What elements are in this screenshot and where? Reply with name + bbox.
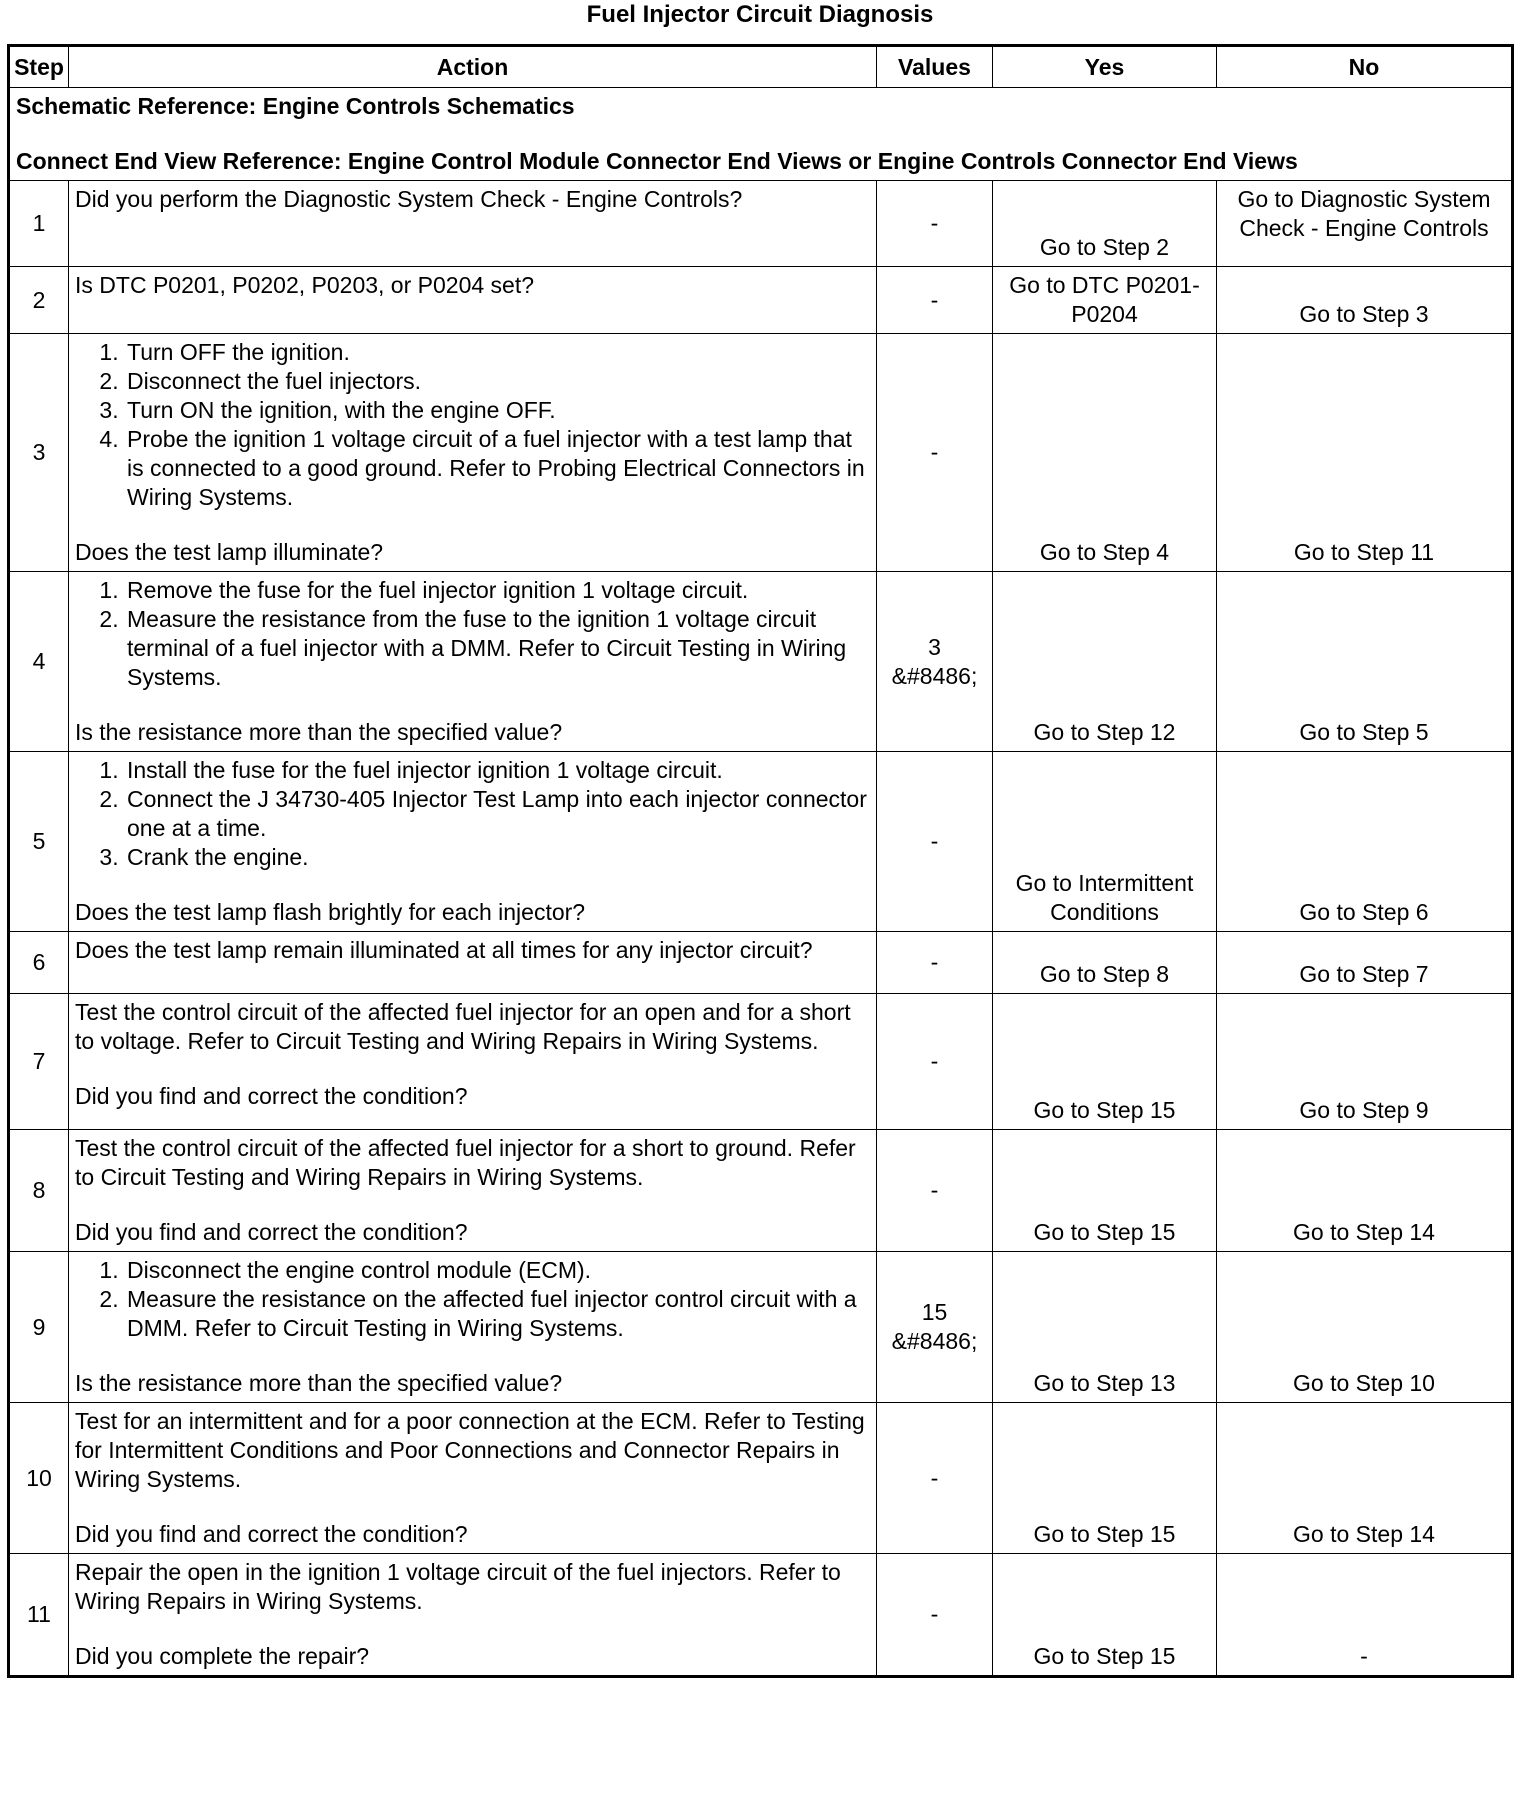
- action-text: Test for an intermittent and for a poor connection at the ECM. Refer to Testing for Intermittent Conditions and Poor Connections and Connector Repairs in Wiring Systems.: [75, 1408, 865, 1492]
- table-row: [9, 752, 1513, 932]
- no-cell: Go to Step 5: [1217, 572, 1513, 752]
- action-step-item: 1. Disconnect the engine control module (ECM).: [125, 1256, 870, 1285]
- step-number: 11: [9, 1554, 69, 1677]
- no-cell: Go to Step 10: [1217, 1252, 1513, 1403]
- no-cell: Go to Step 3: [1217, 267, 1513, 334]
- value-cell: -: [877, 1554, 993, 1677]
- table-row: [9, 1252, 1513, 1403]
- yes-cell: Go to Step 4: [993, 334, 1217, 572]
- table-row: [9, 1130, 1513, 1252]
- yes-cell: Go to Step 8: [993, 932, 1217, 994]
- action-step-item: 3. Turn ON the ignition, with the engine OFF.: [125, 396, 870, 425]
- action-step-item: 2. Disconnect the fuel injectors.: [125, 367, 870, 396]
- value-cell: 15 &#8486;: [877, 1252, 993, 1403]
- no-header: No: [1217, 46, 1513, 88]
- no-cell: Go to Step 7: [1217, 932, 1513, 994]
- action-question: Is the resistance more than the specified value?: [75, 719, 563, 745]
- action-question: Did you find and correct the condition?: [75, 1521, 468, 1547]
- step-number: 4: [9, 572, 69, 752]
- value-cell: -: [877, 267, 993, 334]
- value-cell: -: [877, 1403, 993, 1554]
- action-question: Did you complete the repair?: [75, 1643, 370, 1669]
- action-step-item: 2. Measure the resistance from the fuse to the ignition 1 voltage circuit terminal of a fuel injector with a DMM. Refer to Circuit Testing in Wiring Systems.: [125, 605, 870, 692]
- yes-cell: Go to Step 15: [993, 1403, 1217, 1554]
- action-cell: [69, 1130, 877, 1252]
- step-number: 3: [9, 334, 69, 572]
- yes-cell: Go to Step 15: [993, 1554, 1217, 1677]
- yes-cell: Go to DTC P0201-P0204: [993, 267, 1217, 334]
- step-number: 1: [9, 181, 69, 267]
- action-question: Does the test lamp flash brightly for each injector?: [75, 899, 586, 925]
- yes-header: Yes: [993, 46, 1217, 88]
- no-cell: Go to Step 6: [1217, 752, 1513, 932]
- step-number: 5: [9, 752, 69, 932]
- no-cell: Go to Step 11: [1217, 334, 1513, 572]
- step-number: 8: [9, 1130, 69, 1252]
- action-cell: [69, 1554, 877, 1677]
- no-cell: Go to Step 9: [1217, 994, 1513, 1130]
- no-cell: Go to Step 14: [1217, 1130, 1513, 1252]
- action-step-item: 2. Measure the resistance on the affected fuel injector control circuit with a DMM. Refer to Circuit Testing in Wiring Systems.: [125, 1285, 870, 1343]
- step-header: Step: [9, 46, 69, 88]
- action-question: Does the test lamp illuminate?: [75, 539, 384, 565]
- diagnosis-table: [7, 44, 1514, 1678]
- values-header: Values: [877, 46, 993, 88]
- value-cell: -: [877, 334, 993, 572]
- step-number: 2: [9, 267, 69, 334]
- action-cell: [69, 334, 877, 572]
- action-question: Does the test lamp remain illuminated at all times for any injector circuit?: [75, 937, 813, 963]
- value-cell: -: [877, 1130, 993, 1252]
- yes-cell: Go to Step 15: [993, 1130, 1217, 1252]
- action-question: Did you find and correct the condition?: [75, 1219, 468, 1245]
- action-step-item: 2. Connect the J 34730-405 Injector Test Lamp into each injector connector one at a time.: [125, 785, 870, 843]
- table-row: [9, 932, 1513, 994]
- action-steps-list: [75, 338, 870, 512]
- table-row: [9, 1403, 1513, 1554]
- value-cell: 3 &#8486;: [877, 572, 993, 752]
- value-cell: -: [877, 752, 993, 932]
- action-text: Repair the open in the ignition 1 voltage circuit of the fuel injectors. Refer to Wiring Repairs in Wiring Systems.: [75, 1559, 841, 1614]
- no-cell: Go to Diagnostic System Check - Engine Controls: [1217, 181, 1513, 267]
- reference-row: [9, 88, 1513, 181]
- action-question: Did you perform the Diagnostic System Check - Engine Controls?: [75, 186, 743, 212]
- schematic-reference: Schematic Reference: Engine Controls Schematics: [16, 93, 575, 119]
- reference-cell: [9, 88, 1513, 181]
- value-cell: -: [877, 994, 993, 1130]
- action-question: Is the resistance more than the specified value?: [75, 1370, 563, 1396]
- table-row: [9, 572, 1513, 752]
- yes-cell: Go to Intermittent Conditions: [993, 752, 1217, 932]
- action-cell: [69, 267, 877, 334]
- value-cell: -: [877, 932, 993, 994]
- table-row: [9, 1554, 1513, 1677]
- action-header: Action: [69, 46, 877, 88]
- action-steps-list: [75, 1256, 870, 1343]
- action-step-item: 1. Turn OFF the ignition.: [125, 338, 870, 367]
- yes-cell: Go to Step 12: [993, 572, 1217, 752]
- step-number: 6: [9, 932, 69, 994]
- table-row: [9, 267, 1513, 334]
- page-title: Fuel Injector Circuit Diagnosis: [586, 1, 934, 28]
- action-text: Test the control circuit of the affected fuel injector for an open and for a short to voltage. Refer to Circuit Testing and Wiring Repairs in Wiring Systems.: [75, 999, 851, 1054]
- header-row: [9, 46, 1513, 88]
- step-number: 10: [9, 1403, 69, 1554]
- step-number: 7: [9, 994, 69, 1130]
- table-row: [9, 181, 1513, 267]
- no-cell: Go to Step 14: [1217, 1403, 1513, 1554]
- action-cell: [69, 752, 877, 932]
- no-cell: -: [1217, 1554, 1513, 1677]
- action-step-item: 1. Remove the fuse for the fuel injector ignition 1 voltage circuit.: [125, 576, 870, 605]
- step-number: 9: [9, 1252, 69, 1403]
- action-step-item: 3. Crank the engine.: [125, 843, 870, 872]
- action-cell: [69, 932, 877, 994]
- connector-reference: Connect End View Reference: Engine Control Module Connector End Views or Engine Controls Connector End Views: [16, 148, 1298, 174]
- action-text: Test the control circuit of the affected fuel injector for a short to ground. Refer to Circuit Testing and Wiring Repairs in Wiring Systems.: [75, 1135, 856, 1190]
- table-row: [9, 334, 1513, 572]
- action-step-item: 1. Install the fuse for the fuel injector ignition 1 voltage circuit.: [125, 756, 870, 785]
- value-cell: -: [877, 181, 993, 267]
- action-cell: [69, 1403, 877, 1554]
- yes-cell: Go to Step 2: [993, 181, 1217, 267]
- yes-cell: Go to Step 15: [993, 994, 1217, 1130]
- action-step-item: 4. Probe the ignition 1 voltage circuit of a fuel injector with a test lamp that is connected to a good ground. Refer to Probing Electrical Connectors in Wiring Systems.: [125, 425, 870, 512]
- action-question: Is DTC P0201, P0202, P0203, or P0204 set?: [75, 272, 535, 298]
- table-row: [9, 994, 1513, 1130]
- action-cell: [69, 994, 877, 1130]
- action-cell: [69, 181, 877, 267]
- action-cell: [69, 572, 877, 752]
- action-cell: [69, 1252, 877, 1403]
- yes-cell: Go to Step 13: [993, 1252, 1217, 1403]
- action-steps-list: [75, 576, 870, 692]
- action-steps-list: [75, 756, 870, 872]
- action-question: Did you find and correct the condition?: [75, 1083, 468, 1109]
